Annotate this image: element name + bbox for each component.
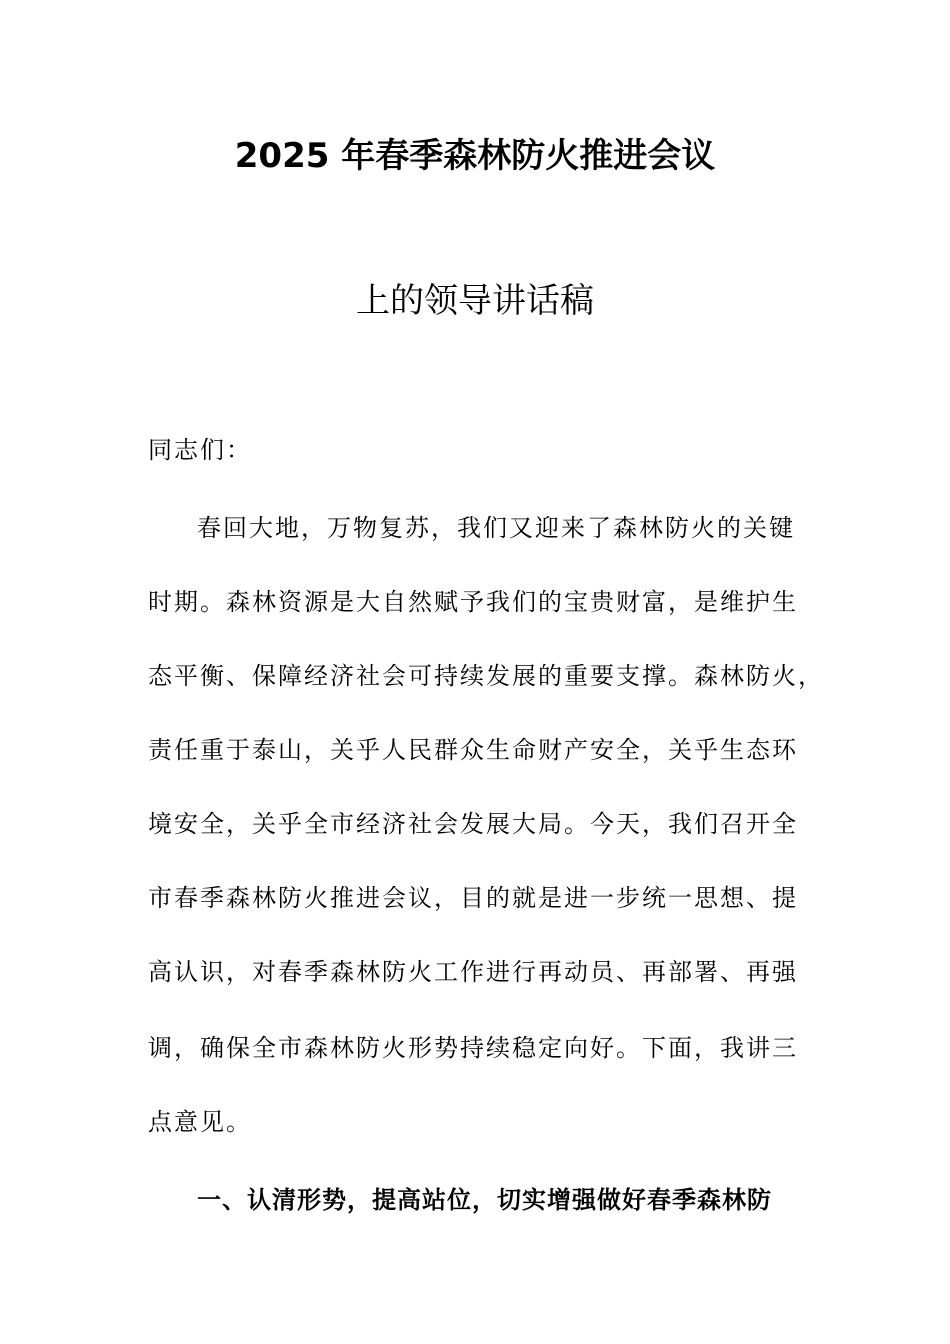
paragraph-line: 春回大地，万物复苏，我们又迎来了森林防火的关键 [197, 514, 795, 542]
paragraph-line: 时期。森林资源是大自然赋予我们的宝贵财富，是维护生 [148, 588, 798, 616]
paragraph-line: 境安全，关乎全市经济社会发展大局。今天，我们召开全 [148, 810, 798, 838]
salutation: 同志们： [148, 436, 252, 464]
paragraph-line: 调，确保全市森林防火形势持续稳定向好。下面，我讲三 [148, 1034, 798, 1062]
section-heading: 一、认清形势，提高站位，切实增强做好春季森林防 [197, 1186, 772, 1214]
paragraph-line: 市春季森林防火推进会议，目的就是进一步统一思想、提 [148, 884, 798, 912]
paragraph-line: 点意见。 [148, 1108, 252, 1136]
paragraph-line: 高认识，对春季森林防火工作进行再动员、再部署、再强 [148, 958, 798, 986]
paragraph-line: 责任重于泰山，关乎人民群众生命财产安全，关乎生态环 [148, 736, 798, 764]
document-title-line-2: 上的领导讲话稿 [356, 281, 594, 321]
paragraph-line: 态平衡、保障经济社会可持续发展的重要支撑。森林防火， [148, 662, 824, 690]
document-title-line-1: 2025 年春季森林防火推进会议 [234, 136, 716, 176]
